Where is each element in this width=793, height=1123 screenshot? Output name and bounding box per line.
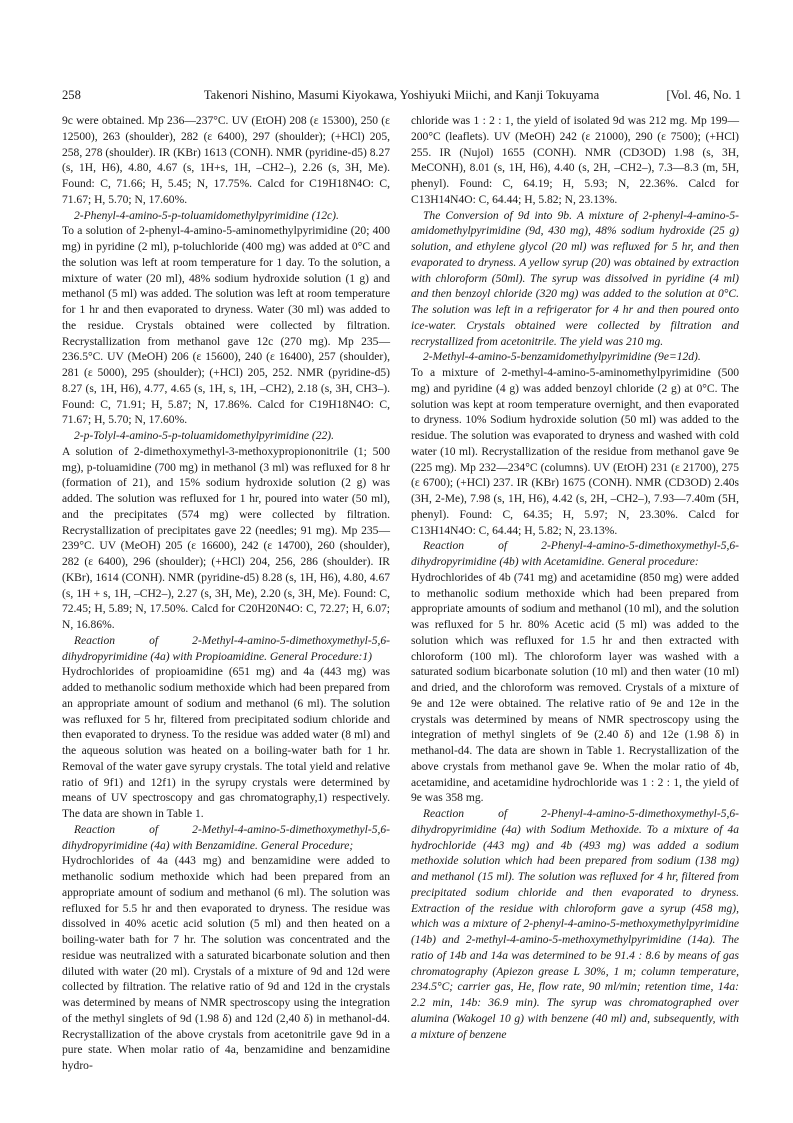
section-heading-paragraph: Reaction of 2-Methyl-4-amino-5-dimethoxymethyl-5,6-dihydropyrimidine (4a) with Benzamidine. General Procedure;: [62, 823, 390, 852]
body-paragraph: To a mixture of 2-methyl-4-amino-5-aminomethylpyrimidine (500 mg) and pyridine (4 g) was added benzoyl chloride (2 g) at 0°C. The solution was kept at room temperature overnight, and then evaporated to dryness. 10% Sodium hydroxide solution (50 ml) was added to the residue. The solution was evaporated to dryness and washed with cold water (10 ml). Recrystallization of the residue from methanol gave 9e (225 mg). Mp 232—234°C (columns). UV (EtOH) 231 (ε 21700), 275 (ε 6700); (+HCl) 237. IR (KBr) 1675 (CONH). NMR (CD3OD) 2.40s (3H, 2-Me), 7.98 (s, 1H, H6), 4.42 (s, 2H, –CH2–), 7.93—7.40m (5H, phenyl). Found: C, 64.35; H, 5.97; N, 23.30%. Calcd for C13H14N4O: C, 64.44; H, 5.82; N, 23.13%.: [411, 367, 739, 537]
section-heading-paragraph: 2-Phenyl-4-amino-5-p-toluamidomethylpyrimidine (12c).: [74, 209, 339, 222]
body-paragraph: 9c were obtained. Mp 236—237°C. UV (EtOH) 208 (ε 15300), 250 (ε 12500), 263 (shoulder), 282 (ε 6400), 297 (shoulder); (+HCl) 205, 258, 278 (shoulder). IR (KBr) 1613 (CONH). NMR (pyridine-d5) 8.27 (s, 1H, H6), 4.80, 4.67 (s, 1H+s, 1H, –CH2–), 2.26 (s, 3H, Me). Found: C, 71.66; H, 5.45; N, 17.75%. Calcd for C19H18N4O: C, 71.67; H, 5.70; N, 17.60%.: [62, 115, 390, 206]
volume-issue: [Vol. 46, No. 1: [666, 88, 741, 102]
body-paragraph: Hydrochlorides of 4b (741 mg) and acetamidine (850 mg) were added to methanolic sodium methoxide which had been prepared from appropriate amounts of sodium and methanol (10 ml), and the solution was refluxed for 5 hr. 80% Acetic acid (5 ml) was added to the solution which was refluxed for 1.5 hr and then extracted with chloroform (100 ml). The chloroform layer was washed with a saturated sodium bicarbonate solution (10 ml) and then water (10 ml) and dried, and the chloroform was removed. Crystals of a mixture of 9e and 12e were obtained. The relative ratio of 9e and 12e in the crystals was determined by means of NMR spectroscopy using the integration of methyl singlets of 9e (2.40 δ) and 12e (1.98 δ) in methanol-d4. The data are shown in Table 1. Recrystallization of the above crystals from methanol gave 9e. When the molar ratio of 4b, acetamidine, and acetamidine hydrochloride was 1 : 2 : 1, the yield of 9e was 358 mg.: [411, 571, 739, 805]
body-paragraph: To a solution of 2-phenyl-4-amino-5-aminomethylpyrimidine (20; 400 mg) in pyridine (2 ml), p-toluchloride (400 mg) was added at 0°C and the solution was left at room temperature for 1 day. To the solution, a mixture of water (20 ml), 48% sodium hydroxide solution (1 g) and methanol (5 ml) was added. The solution was left at room temperature for 1 hr and then evaporated to dryness. Water (30 ml) was added to the residue. Crystals obtained were collected by filtration. Recrystallization from methanol gave 12c (270 mg). Mp 235—236.5°C. UV (MeOH) 206 (ε 15600), 240 (ε 16400), 257 (shoulder), 281 (ε 5000), 295 (shoulder); (+HCl) 205, 252. NMR (pyridine-d5) 8.27 (s, 1H, H6), 4.77, 4.65 (s, 1H, s, 1H, –CH2), 2.18 (s, 3H, CH3–). Found: C, 71.91; H, 5.87; N, 17.86%. Calcd for C19H18N4O: C, 71.67; H, 5.70; N, 17.60%.: [62, 225, 390, 427]
section-heading-paragraph: 2-p-Tolyl-4-amino-5-p-toluamidomethylpyrimidine (22).: [74, 430, 334, 442]
section-heading-paragraph: 2-Methyl-4-amino-5-benzamidomethylpyrimidine (9e=12d).: [423, 351, 701, 364]
section-heading-paragraph: Reaction of 2-Methyl-4-amino-5-dimethoxymethyl-5,6-dihydropyrimidine (4a) with Propioamidine. General Procedure:1): [62, 634, 390, 663]
body-paragraph: Hydrochlorides of propioamidine (651 mg) and 4a (443 mg) was added to methanolic sodium methoxide which had been prepared from an appropriate amount of sodium and methanol (6 ml). The solution was refluxed for 5 hr, filtered from precipitated sodium chloride and then evaporated to dryness. To the residue was added water (8 ml) and the aqueous solution was heated on a boiling-water bath for 1 hr. Removal of the water gave syrupy crystals. The total yield and relative ratio of 9f1) and 12f1) in the syrupy crystals were determined by means of UV spectroscopy and gas chromatography,1) respectively. The data are shown in Table 1.: [62, 666, 390, 820]
left-column: [62, 114, 390, 1075]
section-heading-paragraph: The Conversion of 9d into 9b. A mixture of 2-phenyl-4-amino-5-amidomethylpyrimidine (9d, 430 mg), 48% sodium hydroxide (25 g) solution, and ethylene glycol (20 ml) was refluxed for 5 hr, and then evaporated to dryness. A yellow syrup (20) was obtained by extraction with chloroform (50ml). The syrup was dissolved in pyridine (4 ml) and then benzoyl chloride (320 mg) was added to the solution at 0°C. The solution was left in a refrigerator for 4 hr and then poured onto ice-water. Crystals obtained were collected by filtration and recrystallized from acetonitrile. The yield was 210 mg.: [411, 209, 739, 348]
body-paragraph: Hydrochlorides of 4a (443 mg) and benzamidine were added to methanolic sodium methoxide which had been prepared from an appropriate amount of sodium and methanol (6 ml). The solution was refluxed for 5.5 hr and then evaporated to dryness. The residue was dissolved in 40% acetic acid solution (5 ml) and then heated on a boiling-water bath for 7 hr. The solution was concentrated and the residue was neutralized with a saturated bicarbonate solution and then diluted with water (20 ml). Crystals of a mixture of 9d and 12d were collected by filtration. The relative ratio of 9d and 12d in the crystals was determined by means of NMR spectroscopy using the integration of the methyl singlets of 9d (1.98 δ) and 12d (2,40 δ) in methanol-d4. Recrystallization of the above crystals from acetonitrile gave 9d in a pure state. When molar ratio of 4a, benzamidine and benzamidine hydro-: [62, 855, 390, 1072]
body-paragraph: chloride was 1 : 2 : 1, the yield of isolated 9d was 212 mg. Mp 199—200°C (leaflets). UV (MeOH) 242 (ε 21000), 290 (ε 7500); (+HCl) 255. IR (Nujol) 1655 (CONH). NMR (CD3OD) 1.98 (s, 3H, MeCONH), 8.01 (s, 1H, H6), 4.40 (s, 2H, –CH2–), 7.3—8.3 (m, 5H, phenyl). Found: C, 64.19; H, 5.93; N, 22.36%. Calcd for C13H14N4O: C, 64.44; H, 5.82; N, 23.13%.: [411, 115, 739, 206]
section-heading-paragraph: Reaction of 2-Phenyl-4-amino-5-dimethoxymethyl-5,6-dihydropyrimidine (4a) with Sodium Methoxide. To a mixture of 4a hydrochloride (443 mg) and 4b (493 mg) was added a sodium methoxide solution which had been prepared from sodium (138 mg) and methanol (15 ml). The solution was refluxed for 4 hr, filtered from precipitated sodium chloride and then evaporated to dryness. Extraction of the residue with chloroform gave a syrup (458 mg), which was a mixture of 2-phenyl-4-amino-5-methoxymethylpyrimidine (14b) and 2-methyl-4-amino-5-methoxymethylpyrimidine (14a). The ratio of 14b and 14a was determined to be 91.4 : 8.6 by means of gas chromatography (Apiezon grease L 30%, 1 m; column temperature, 234.5°C; carrier gas, He, flow rate, 90 ml/min; retention time, 14a: 2.2 min, 14b: 36.9 min). The syrup was chromatographed over alumina (Wakogel 10 g) with benzene (40 ml) and, subsequently, with a mixture of benzene: [411, 808, 739, 1041]
page-number: 258: [62, 88, 81, 102]
running-header: [62, 88, 741, 106]
running-header-authors: Takenori Nishino, Masumi Kiyokawa, Yoshiyuki Miichi, and Kanji Tokuyama: [203, 88, 600, 102]
body-paragraph: A solution of 2-dimethoxymethyl-3-methoxypropiononitrile (1; 500 mg), p-toluamidine (700 mg) in methanol (3 ml) was refluxed for 8 hr (formation of 21), and 15% sodium hydroxide solution (2 g) was added. The solution was refluxed for 1 hr, poured into water (50 ml), and the precipitates (574 mg) were collected by filtration. Recrystallization of precipitates gave 22 (needles; 91 mg). Mp 235—239°C. UV (MeOH) 205 (ε 16600), 242 (ε 14700), 260 (shoulder), 282 (ε 6400), 296 (shoulder); (+HCl) 204, 256, 286 (shoulder). IR (KBr), 1614 (CONH). NMR (pyridine-d5) 8.28 (s, 1H, H6), 4.80, 4.67 (s, 1H + s, 1H, –CH2–), 2.27 (s, 3H, Me), 2.20 (s, 3H, Me). Found: C, 72.45; H, 5.89; N, 17.50%. Calcd for C20H20N4O: C, 72.27; H, 6.07; N, 16.86%.: [62, 445, 390, 631]
section-heading-paragraph: Reaction of 2-Phenyl-4-amino-5-dimethoxymethyl-5,6-dihydropyrimidine (4b) with Acetamidine. General procedure:: [411, 540, 739, 568]
right-column: [411, 114, 739, 1043]
